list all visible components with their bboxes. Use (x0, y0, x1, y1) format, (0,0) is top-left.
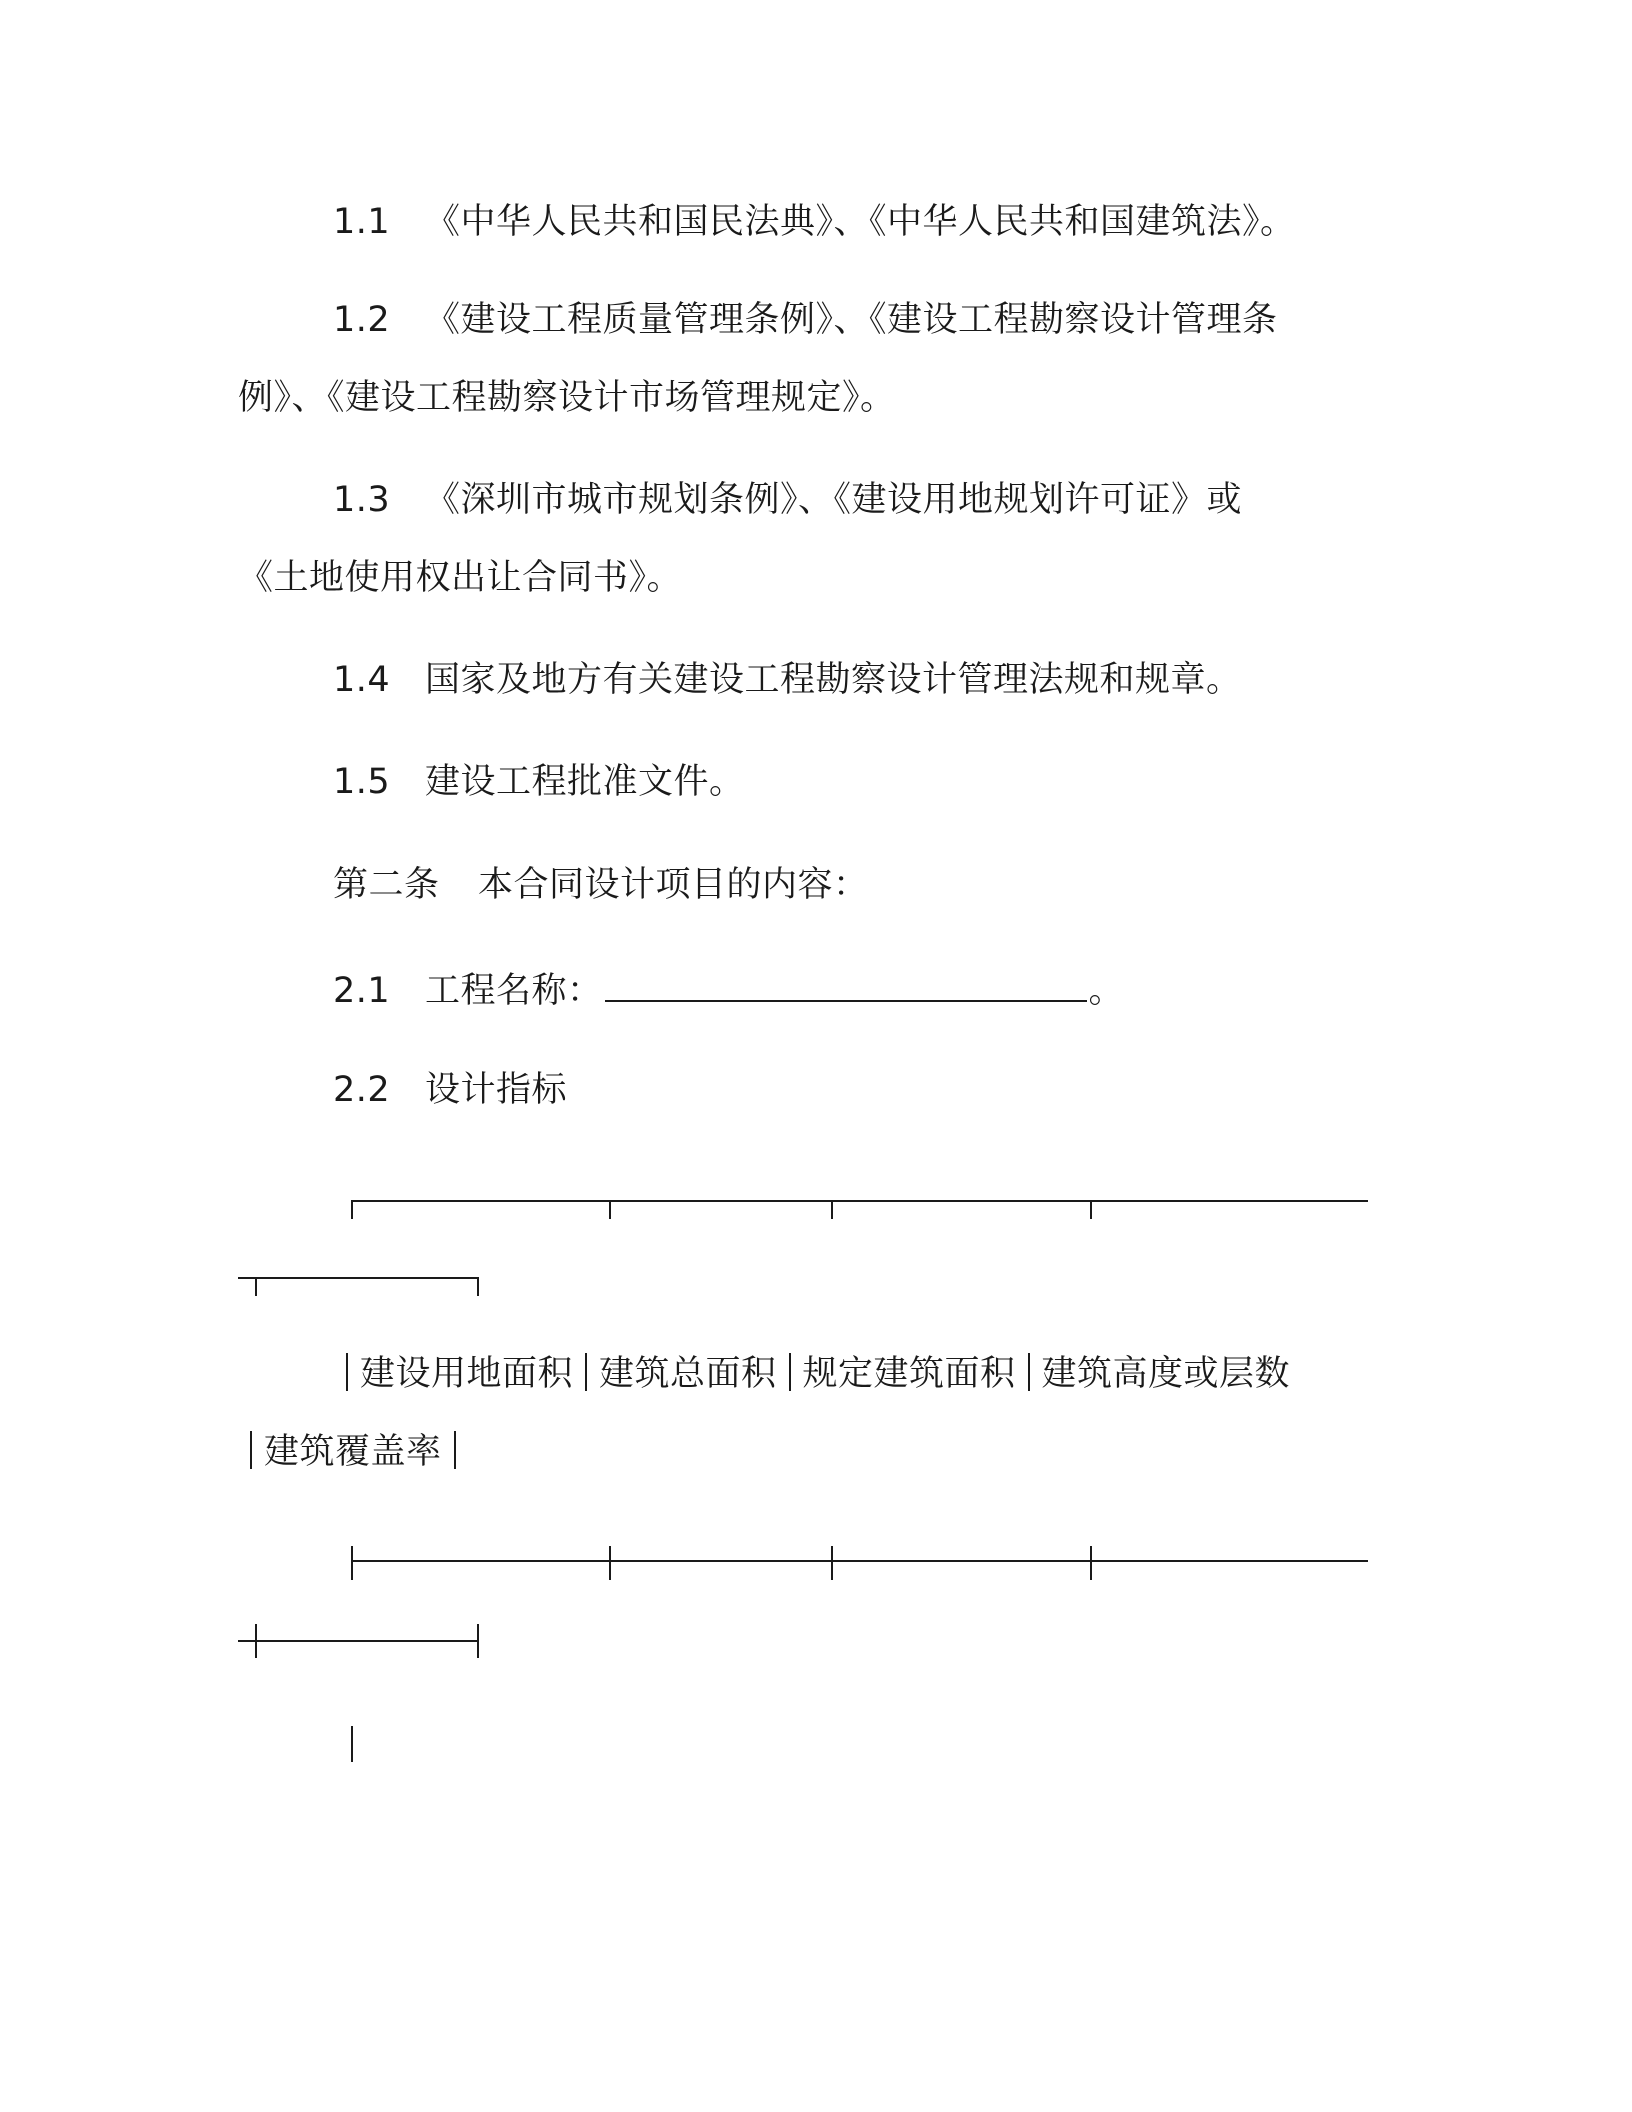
table-tick (831, 1546, 833, 1580)
table-header-cell: 建筑总面积 (599, 1354, 777, 1394)
table-tick (477, 1624, 479, 1658)
table-tick (609, 1200, 611, 1219)
table-rule (238, 1277, 479, 1279)
table-rule (351, 1560, 1368, 1562)
table-tick (1090, 1546, 1092, 1580)
clause-number: 1.4 (333, 660, 391, 700)
item-2-1 (333, 966, 1124, 1013)
clause-text-line1: 《建设工程质量管理条例》、《建设工程勘察设计管理条 (425, 300, 1278, 340)
table-rule (351, 1200, 1368, 1202)
table-divider (1028, 1353, 1030, 1391)
table-tick (831, 1200, 833, 1219)
clause-text: 国家及地方有关建设工程勘察设计管理法规和规章。 (425, 660, 1242, 700)
clause-text-line2: 《土地使用权出让合同书》。 (238, 558, 683, 598)
clause-number: 1.2 (333, 300, 391, 340)
table-header-cell: 规定建筑面积 (802, 1354, 1016, 1394)
item-number: 2.2 (333, 1070, 391, 1110)
table-tick (255, 1624, 257, 1658)
clause-1-5 (333, 760, 745, 804)
clause-1-4 (333, 658, 1242, 702)
clause-number: 1.3 (333, 480, 391, 520)
project-name-blank[interactable] (605, 966, 1087, 1002)
table-tick (351, 1546, 353, 1580)
design-indicators-label: 设计指标 (425, 1070, 568, 1110)
table-divider (346, 1353, 348, 1391)
clause-number: 1.5 (333, 762, 391, 802)
table-divider (585, 1353, 587, 1391)
clause-text-line1: 《深圳市城市规划条例》、《建设用地规划许可证》或 (425, 480, 1243, 520)
item-tail: 。 (1088, 971, 1125, 1011)
clause-number: 1.1 (333, 202, 391, 242)
table-tick (1090, 1200, 1092, 1219)
table-divider (454, 1431, 456, 1469)
clause-text: 《中华人民共和国民法典》、《中华人民共和国建筑法》。 (425, 202, 1296, 242)
item-number: 2.1 (333, 971, 391, 1011)
table-header-row-continued (250, 1430, 468, 1474)
clause-text-line2: 例》、《建设工程勘察设计市场管理规定》。 (238, 378, 896, 418)
clause-1-1 (333, 200, 1296, 244)
table-tick (351, 1200, 353, 1219)
table-divider (351, 1726, 353, 1762)
table-rule (238, 1640, 479, 1642)
table-tick (255, 1277, 257, 1296)
table-divider (250, 1431, 252, 1469)
item-2-2 (333, 1068, 567, 1112)
table-header-cell: 建筑高度或层数 (1041, 1354, 1291, 1394)
table-header-cell: 建设用地面积 (360, 1354, 574, 1394)
clause-1-3-continued (238, 556, 682, 600)
table-tick (477, 1277, 479, 1296)
article-text: 本合同设计项目的内容： (478, 865, 869, 905)
clause-1-2 (333, 298, 1278, 342)
table-header-cell: 建筑覆盖率 (264, 1432, 442, 1472)
table-tick (609, 1546, 611, 1580)
clause-1-2-continued (238, 376, 896, 420)
table-header-row (346, 1352, 1290, 1396)
clause-1-3 (333, 478, 1242, 522)
table-divider (789, 1353, 791, 1391)
article-2-heading (333, 863, 869, 907)
project-name-label: 工程名称： (425, 971, 603, 1011)
article-number: 第二条 (333, 865, 440, 905)
clause-text: 建设工程批准文件。 (425, 762, 745, 802)
